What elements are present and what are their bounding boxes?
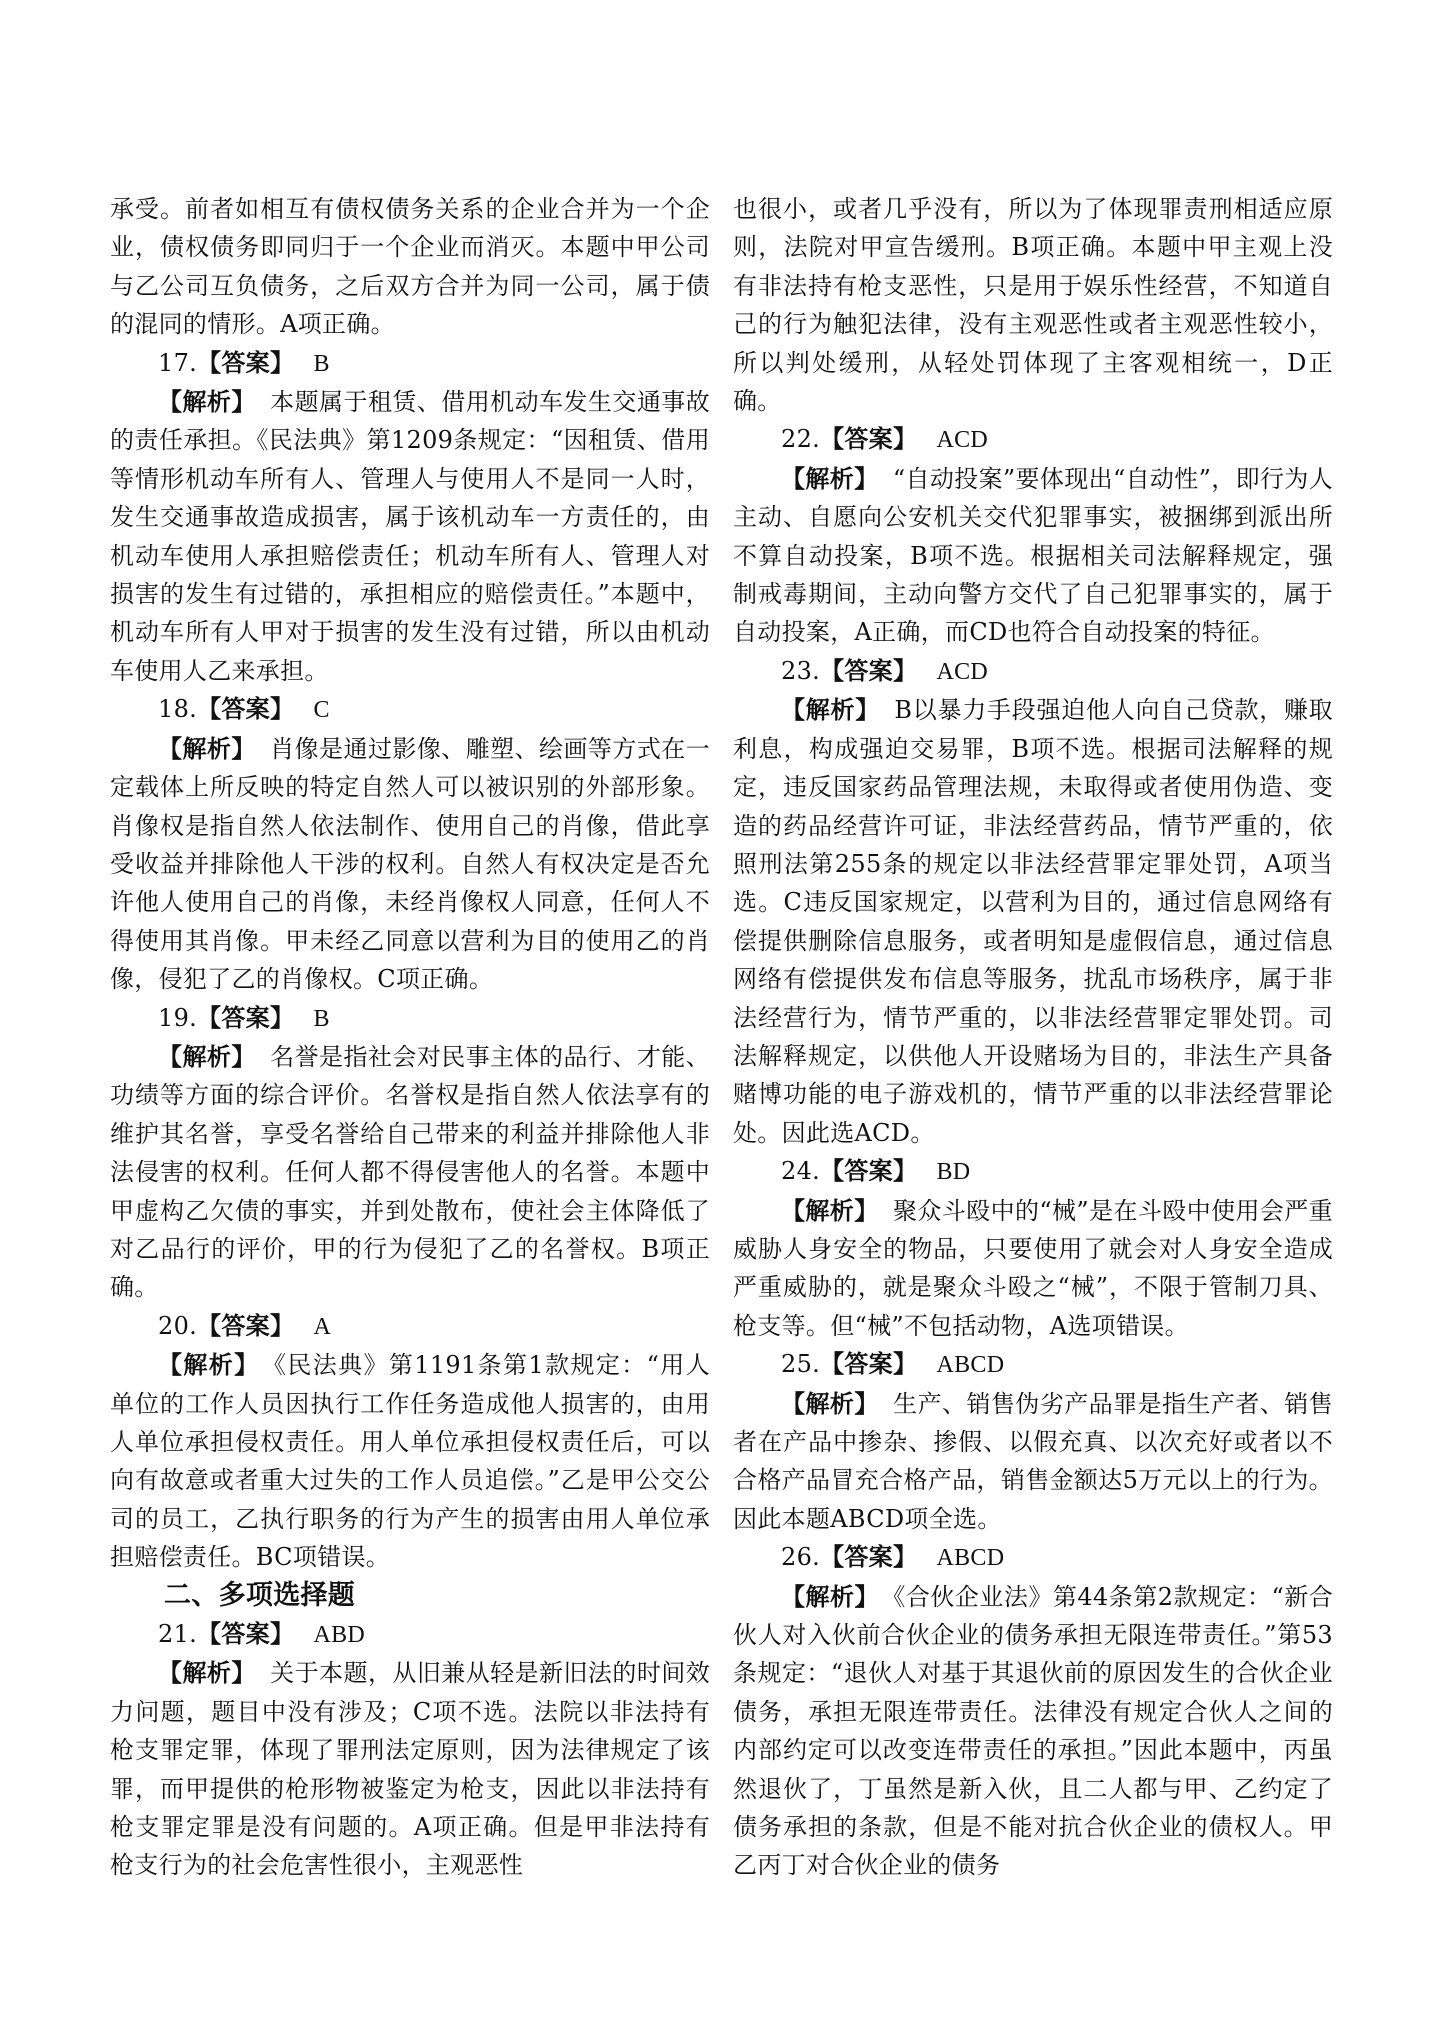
answer-line-17 <box>110 344 710 383</box>
answer-tag: 【答案】 <box>820 656 918 685</box>
answer-value: ACD <box>936 427 989 454</box>
question-number: 21. <box>158 1620 198 1649</box>
answer-value: B <box>313 1005 330 1032</box>
answer-line-23 <box>733 652 1333 691</box>
answer-value: ABD <box>313 1622 366 1649</box>
right-column <box>733 190 1333 1885</box>
explanation-18 <box>110 730 710 999</box>
answer-line-25 <box>733 1345 1333 1384</box>
explanation-23 <box>733 691 1333 1152</box>
answer-value: ACD <box>936 658 989 685</box>
explanation-24 <box>733 1192 1333 1346</box>
answer-tag: 【答案】 <box>820 1157 918 1186</box>
explanation-22 <box>733 460 1333 652</box>
question-number: 18. <box>158 695 198 724</box>
answer-tag: 【答案】 <box>197 1003 295 1032</box>
explanation-17 <box>110 383 710 690</box>
explanation-tag: 【解析】 <box>158 1351 260 1380</box>
answer-tag: 【答案】 <box>197 695 295 724</box>
section-title: 二、多项选择题 <box>164 1579 356 1611</box>
question-number: 26. <box>781 1543 821 1572</box>
answer-value: ABCD <box>936 1352 1005 1379</box>
answer-line-18 <box>110 690 710 729</box>
explanation-21 <box>110 1654 710 1884</box>
continuation-paragraph: 也很小，或者几乎没有，所以为了体现罪责刑相适应原则，法院对甲宣告缓刑。B项正确。本题中甲主观上没有非法持有枪支恶性，只是用于娱乐性经营，不知道自己的行为触犯法律，没有主观恶性或者主观恶性较小，所以判处缓刑，从轻处罚体现了主客观相统一，D正确。 <box>733 195 1333 416</box>
answer-line-22 <box>733 420 1333 459</box>
answer-line-20 <box>110 1307 710 1346</box>
explanation-tag: 【解析】 <box>158 1659 256 1688</box>
explanation-text: 名誉是指社会对民事主体的品行、才能、功绩等方面的综合评价。名誉权是指自然人依法享有的维护其名誉，享受名誉给自己带来的利益并排除他人非法侵害的权利。任何人都不得侵害他人的名誉。本题中甲虚构乙欠债的事实，并到处散布，使社会主体降低了对乙品行的评价，甲的行为侵犯了乙的名誉权。B项正确。 <box>110 1042 710 1302</box>
answer-line-21 <box>110 1615 710 1654</box>
explanation-tag: 【解析】 <box>158 388 256 417</box>
explanation-text: 关于本题，从旧兼从轻是新旧法的时间效力问题，题目中没有涉及；C项不选。法院以非法持有枪支罪定罪，体现了罪刑法定原则，因为法律规定了该罪，而甲提供的枪形物被鉴定为枪支，因此以非法持有枪支罪定罪是没有问题的。A项正确。但是甲非法持有枪支行为的社会危害性很小，主观恶性 <box>110 1659 710 1880</box>
answer-value: BD <box>936 1159 971 1186</box>
explanation-tag: 【解析】 <box>781 1196 879 1225</box>
explanation-text: 《合伙企业法》第44条第2款规定：“新合伙人对入伙前合伙企业的债务承担无限连带责任。”第53条规定：“退伙人对基于其退伙前的原因发生的合伙企业债务，承担无限连带责任。法律没有规定合伙人之间的内部约定可以改变连带责任的承担。”因此本题中，丙虽然退伙了，丁虽然是新入伙，且二人都与甲、乙约定了债务承担的条款，但是不能对抗合伙企业的债权人。甲乙丙丁对合伙企业的债务 <box>733 1582 1334 1880</box>
explanation-text: 生产、销售伪劣产品罪是指生产者、销售者在产品中掺杂、掺假、以假充真、以次充好或者以不合格产品冒充合格产品，销售金额达5万元以上的行为。因此本题ABCD项全选。 <box>733 1389 1333 1533</box>
explanation-text: 聚众斗殴中的“械”是在斗殴中使用会严重威胁人身安全的物品，只要使用了就会对人身安全造成严重威胁的，就是聚众斗殴之“械”，不限于管制刀具、枪支等。但“械”不包括动物，A选项错误。 <box>733 1196 1333 1340</box>
explanation-text: 肖像是通过影像、雕塑、绘画等方式在一定载体上所反映的特定自然人可以被识别的外部形象。肖像权是指自然人依法制作、使用自己的肖像，借此享受收益并排除他人干涉的权利。自然人有权决定是否允许他人使用自己的肖像，未经肖像权人同意，任何人不得使用其肖像。甲未经乙同意以营利为目的使用乙的肖像，侵犯了乙的肖像权。C项正确。 <box>110 734 710 994</box>
explanation-tag: 【解析】 <box>781 1389 879 1418</box>
question-number: 24. <box>781 1157 821 1186</box>
answer-value: ABCD <box>936 1545 1005 1572</box>
question-number: 25. <box>781 1350 821 1379</box>
answer-line-26 <box>733 1538 1333 1577</box>
explanation-tag: 【解析】 <box>781 696 880 725</box>
question-number: 17. <box>158 348 198 377</box>
answer-value: A <box>313 1313 332 1340</box>
answer-tag: 【答案】 <box>820 1350 918 1379</box>
question-number: 22. <box>781 425 821 454</box>
answer-tag: 【答案】 <box>197 1311 295 1340</box>
explanation-tag: 【解析】 <box>781 1582 879 1611</box>
question-number: 19. <box>158 1003 198 1032</box>
answer-value: B <box>313 350 330 377</box>
explanation-tag: 【解析】 <box>781 464 879 493</box>
explanation-text: B以暴力手段强迫他人向自己贷款，赚取利息，构成强迫交易罪，B项不选。根据司法解释的规定，违反国家药品管理法规，未取得或者使用伪造、变造的药品经营许可证，非法经营药品，情节严重的，依照刑法第255条的规定以非法经营罪定罪处罚，A项当选。C违反国家规定，以营利为目的，通过信息网络有偿提供删除信息服务，或者明知是虚假信息，通过信息网络有偿提供发布信息等服务，扰乱市场秩序，属于非法经营行为，情节严重的，以非法经营罪定罪处罚。司法解释规定，以供他人开设赌场为目的，非法生产具备赌博功能的电子游戏机的，情节严重的以非法经营罪论处。因此选ACD。 <box>733 696 1333 1147</box>
answer-tag: 【答案】 <box>197 348 295 377</box>
answer-tag: 【答案】 <box>820 425 918 454</box>
answer-tag: 【答案】 <box>820 1543 918 1572</box>
answer-value: C <box>313 697 330 724</box>
question-number: 23. <box>781 656 821 685</box>
answer-line-19 <box>110 999 710 1038</box>
explanation-tag: 【解析】 <box>158 1042 256 1071</box>
answer-line-24 <box>733 1152 1333 1191</box>
question-number: 20. <box>158 1311 198 1340</box>
explanation-tag: 【解析】 <box>158 734 256 763</box>
explanation-20 <box>110 1346 710 1576</box>
explanation-text: 《民法典》第1191条第1款规定：“用人单位的工作人员因执行工作任务造成他人损害的，由用人单位承担侵权责任。用人单位承担侵权责任后，可以向有故意或者重大过失的工作人员追偿。”乙是甲公交公司的员工，乙执行职务的行为产生的损害由用人单位承担赔偿责任。BC项错误。 <box>110 1351 710 1572</box>
explanation-text: “自动投案”要体现出“自动性”，即行为人主动、自愿向公安机关交代犯罪事实，被捆绑到派出所不算自动投案，B项不选。根据相关司法解释规定，强制戒毒期间，主动向警方交代了自己犯罪事实的，属于自动投案，A正确，而CD也符合自动投案的特征。 <box>733 464 1334 647</box>
explanation-19 <box>110 1038 710 1307</box>
left-column <box>110 190 710 1885</box>
explanation-25 <box>733 1385 1333 1539</box>
explanation-26 <box>733 1578 1333 1885</box>
answer-tag: 【答案】 <box>197 1620 295 1649</box>
intro-paragraph: 承受。前者如相互有债权债务关系的企业合并为一个企业，债权债务即同归于一个企业而消灭。本题中甲公司与乙公司互负债务，之后双方合并为同一公司，属于债的混同的情形。A项正确。 <box>110 195 710 339</box>
explanation-text: 本题属于租赁、借用机动车发生交通事故的责任承担。《民法典》第1209条规定：“因租赁、借用等情形机动车所有人、管理人与使用人不是同一人时，发生交通事故造成损害，属于该机动车一方责任的，由机动车使用人承担赔偿责任；机动车所有人、管理人对损害的发生有过错的，承担相应的赔偿责任。”本题中，机动车所有人甲对于损害的发生没有过错，所以由机动车使用人乙来承担。 <box>110 388 710 685</box>
